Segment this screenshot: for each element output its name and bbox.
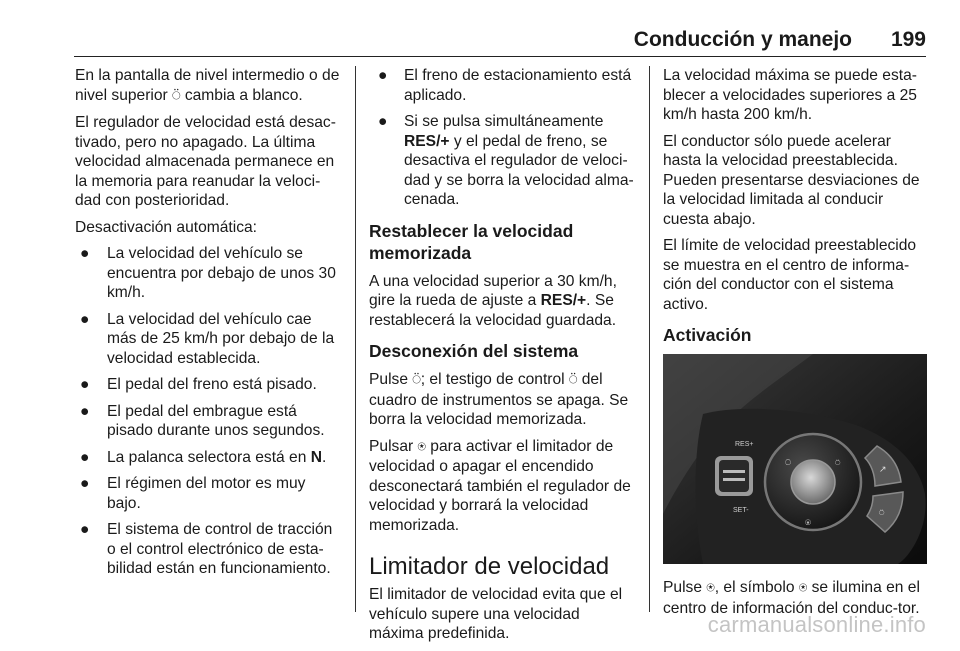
heading-limitador: Limitador de velocidad (369, 553, 610, 580)
paragraph: El límite de velocidad preestablecido se muestra en el centro de informa-ción del conductor con el sistema activo. (663, 237, 917, 313)
column-1 (75, 66, 343, 586)
list-item: ● La velocidad del vehículo se encuentra por debajo de unos 30 km/h. (80, 245, 336, 301)
set-label: SET- (733, 507, 749, 514)
header-rule (74, 56, 926, 57)
list-item: ● Si se pulsa simultáneamente RES/+ y el pedal de freno, se desactiva el regulador de veloci-dad y se borra la velocidad alma-cenada. (378, 113, 634, 208)
column-divider (649, 66, 650, 612)
list-item: ● El freno de estacionamiento está aplicado. (378, 67, 632, 104)
list-item: ● La velocidad del vehículo cae más de 25 km/h por debajo de la velocidad establecida. (80, 310, 335, 367)
steering-wheel-controls-photo (663, 354, 927, 564)
list-item: ● La palanca selectora está en N. (80, 448, 327, 466)
paragraph: Pulse ⍟, el símbolo ⍟ se ilumina en el centro de información del conduc-tor. (663, 579, 920, 617)
cruise-control-icon: ⍥ (412, 372, 421, 388)
list-item: ● El pedal del embrague está pisado durante unos segundos. (80, 402, 325, 439)
speed-limiter-icon: ⍟ (706, 580, 715, 596)
heading-activacion: Activación (663, 325, 752, 345)
column-3 (663, 66, 927, 625)
column-2 (369, 66, 635, 651)
svg-text:⍥: ⍥ (879, 509, 885, 519)
page-number: 199 (890, 28, 926, 51)
list-item: ● El pedal del freno está pisado. (80, 376, 317, 393)
column-divider (355, 66, 356, 612)
res-label: RES+ (735, 441, 754, 448)
paragraph: Desactivación automática: (75, 218, 258, 236)
svg-text:⍥: ⍥ (785, 458, 791, 469)
speed-limiter-icon: ⍟ (417, 438, 426, 455)
paragraph: A una velocidad superior a 30 km/h, gire la rueda de ajuste a RES/+. Se restablecerá la velocidad guardada. (369, 272, 617, 329)
svg-text:⍥: ⍥ (835, 459, 841, 469)
list-item: ● El sistema de control de tracción o el control electrónico de esta-bilidad están en funcionamiento. (80, 521, 333, 577)
paragraph: El limitador de velocidad evita que el vehículo supere una velocidad máxima predefinida. (369, 586, 623, 642)
svg-text:↗: ↗ (879, 465, 887, 475)
cruise-control-icon: ⍥ (568, 372, 578, 388)
page-header (0, 0, 960, 58)
svg-text:⍟: ⍟ (805, 518, 811, 529)
paragraph: El conductor sólo puede acelerar hasta la velocidad preestablecida. Pueden presentarse desviaciones de la velocidad limitada al conducir cuesta abajo. (663, 132, 920, 228)
list-item: ● El régimen del motor es muy bajo. (80, 475, 306, 512)
paragraph: Pulse ⍥; el testigo de control ⍥ del cuadro de instrumentos se apaga. Se borra la velocidad memorizada. (369, 371, 629, 428)
heading-restablecer: Restablecer la velocidad memorizada (369, 220, 574, 263)
section-title: Conducción y manejo (633, 28, 852, 51)
paragraph: El regulador de velocidad está desac-tivado, pero no apagado. La última velocidad almacenada permanece en la memoria para reanudar la veloci-dad con posterioridad. (75, 114, 336, 209)
cruise-control-icon: ⍥ (172, 87, 181, 104)
speed-limiter-icon: ⍟ (798, 580, 808, 596)
watermark: carmanualsonline.info (707, 612, 926, 637)
paragraph: Pulsar ⍟ para activar el limitador de velocidad o apagar el encendido desconectará también el regulador de velocidad y borrará la velocidad memorizada. (369, 437, 631, 534)
heading-desconexion: Desconexión del sistema (369, 341, 579, 361)
paragraph: La velocidad máxima se puede esta-blecer a velocidades superiores a 25 km/h hasta 200 km/h. (663, 67, 917, 123)
paragraph: En la pantalla de nivel intermedio o de nivel superior ⍥ cambia a blanco. (75, 67, 340, 104)
